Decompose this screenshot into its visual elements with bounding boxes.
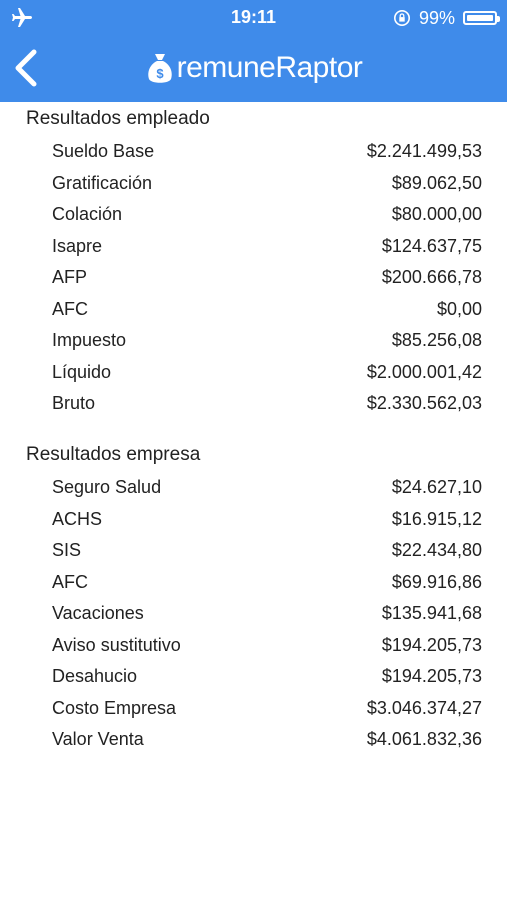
- app-title: remuneRaptor: [176, 51, 363, 84]
- result-value: $16.915,12: [391, 508, 482, 529]
- result-label: AFC: [52, 298, 88, 319]
- svg-text:$: $: [155, 66, 164, 81]
- result-value: $2.241.499,53: [366, 141, 482, 161]
- result-value: $0,00: [436, 298, 482, 319]
- result-label: Bruto: [52, 393, 96, 413]
- result-row: [52, 540, 482, 571]
- result-value: $22.434,80: [391, 540, 482, 560]
- result-row: [52, 698, 482, 729]
- result-value: $3.046.374,27: [366, 697, 482, 718]
- result-value: $85.256,08: [391, 330, 482, 350]
- result-value: $194.205,73: [381, 634, 482, 655]
- result-label: ACHS: [52, 508, 103, 529]
- navigation-bar: [0, 34, 507, 102]
- battery-cap: [497, 16, 500, 22]
- result-row: [52, 204, 482, 235]
- result-label: Líquido: [52, 361, 112, 382]
- result-label: Vacaciones: [52, 603, 144, 623]
- result-row: [52, 236, 482, 267]
- result-label: AFP: [52, 267, 88, 287]
- result-value: $2.000.001,42: [366, 361, 482, 382]
- section-title-empleado: Resultados empleado: [26, 108, 210, 129]
- result-row: [52, 477, 482, 508]
- result-label: Sueldo Base: [52, 141, 155, 161]
- rotation-lock-icon: [393, 9, 411, 27]
- result-label: Costo Empresa: [52, 697, 177, 718]
- result-value: $200.666,78: [381, 267, 482, 287]
- result-row: [52, 603, 482, 634]
- result-label: Seguro Salud: [52, 477, 162, 497]
- result-value: $194.205,73: [381, 666, 482, 686]
- result-value: $69.916,86: [391, 571, 482, 592]
- result-value: $80.000,00: [391, 204, 482, 224]
- money-bag-icon: [145, 51, 175, 85]
- result-row: [52, 666, 482, 697]
- result-label: Aviso sustitutivo: [52, 634, 181, 655]
- result-value: $2.330.562,03: [366, 393, 482, 413]
- result-row: [52, 267, 482, 298]
- battery-icon: [463, 11, 497, 25]
- result-row: [52, 635, 482, 666]
- result-label: SIS: [52, 540, 82, 560]
- result-row: [52, 141, 482, 172]
- result-row: [52, 173, 482, 204]
- result-row: [52, 330, 482, 361]
- result-row: [52, 393, 482, 424]
- result-label: Colación: [52, 204, 123, 224]
- result-value: $124.637,75: [381, 235, 482, 256]
- result-value: $135.941,68: [381, 603, 482, 623]
- header: [0, 0, 507, 102]
- result-value: $4.061.832,36: [366, 729, 482, 749]
- result-label: AFC: [52, 571, 88, 592]
- result-value: $24.627,10: [391, 477, 482, 497]
- app-logo: [0, 47, 507, 89]
- result-label: Impuesto: [52, 330, 127, 350]
- result-value: $89.062,50: [391, 172, 482, 193]
- result-label: Gratificación: [52, 172, 153, 193]
- result-row: [52, 729, 482, 760]
- result-row: [52, 299, 482, 330]
- result-label: Isapre: [52, 235, 103, 256]
- status-time: 19:11: [230, 7, 277, 27]
- status-bar: [0, 0, 507, 34]
- status-right: [393, 6, 497, 30]
- battery-fill: [467, 15, 493, 21]
- result-label: Valor Venta: [52, 729, 144, 749]
- section-title-empresa: Resultados empresa: [26, 444, 201, 465]
- result-row: [52, 362, 482, 393]
- result-row: [52, 509, 482, 540]
- result-label: Desahucio: [52, 666, 138, 686]
- battery-percent: 99%: [418, 7, 455, 28]
- result-row: [52, 572, 482, 603]
